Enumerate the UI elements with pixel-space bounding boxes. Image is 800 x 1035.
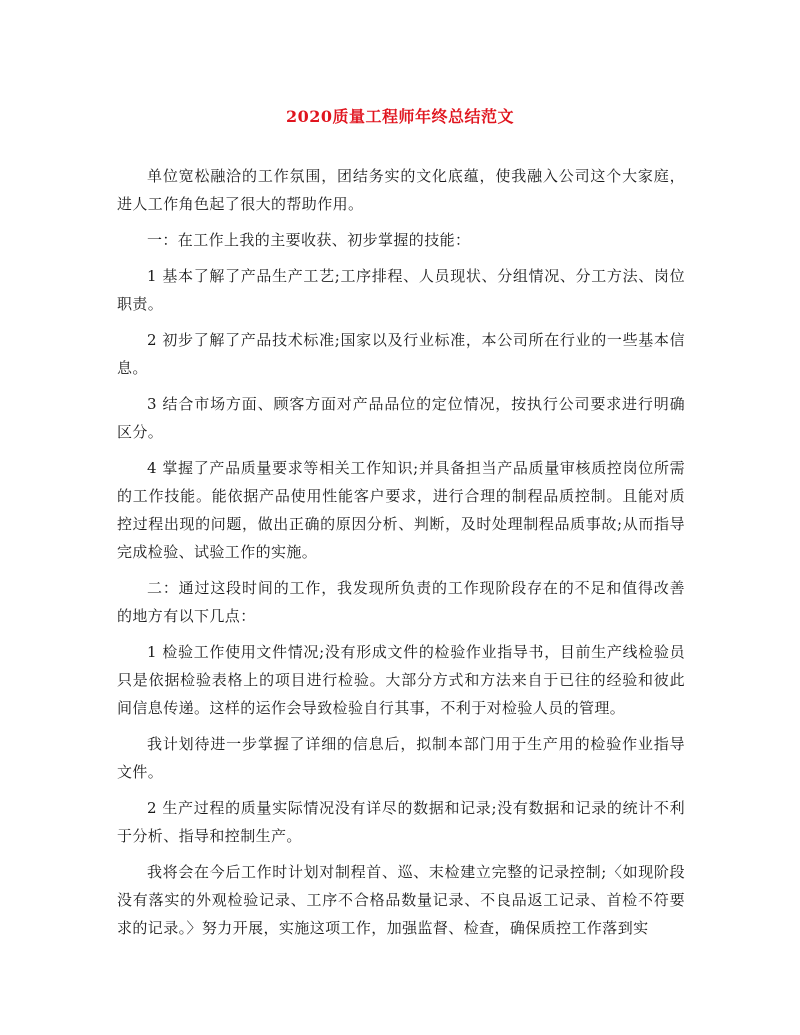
paragraph-3: 1 基本了解了产品生产工艺;工序排程、人员现状、分组情况、分工方法、岗位职责。 xyxy=(117,267,685,313)
paragraph-6: 4 掌握了产品质量要求等相关工作知识;并具备担当产品质量审核质控岗位所需的工作技能。能依据产品使用性能客户要求，进行合理的制程品质控制。且能对质控过程出现的问题，做出正确的原因分析、判断，及时处理制程品质事故;从而指导完成检验、试验工作的实施。 xyxy=(117,459,685,561)
paragraph-2: 一：在工作上我的主要收获、初步掌握的技能： xyxy=(147,231,471,249)
paragraph-10: 2 生产过程的质量实际情况没有详尽的数据和记录;没有数据和记录的统计不利于分析、指导和控制生产。 xyxy=(117,799,685,845)
document-title: 2020质量工程师年终总结范文 xyxy=(285,107,515,126)
document-body xyxy=(117,162,685,950)
paragraph-7: 二：通过这段时间的工作，我发现所负责的工作现阶段存在的不足和值得改善的地方有以下几点： xyxy=(117,579,685,625)
paragraph-11: 我将会在今后工作时计划对制程首、巡、末检建立完整的记录控制;〈如现阶段没有落实的外观检验记录、工序不合格品数量记录、不良品返工记录、首检不符要求的记录。〉努力开展，实施这项工作，加强监督、检查，确保质控工作落到实 xyxy=(117,863,685,937)
paragraph-8: 1 检验工作使用文件情况;没有形成文件的检验作业指导书，目前生产线检验员只是依据检验表格上的项目进行检验。大部分方式和方法来自于已往的经验和彼此间信息传递。这样的运作会导致检验自行其事，不利于对检验人员的管理。 xyxy=(117,643,685,717)
paragraph-5: 3 结合市场方面、顾客方面对产品品位的定位情况，按执行公司要求进行明确区分。 xyxy=(117,395,685,441)
paragraph-9: 我计划待进一步掌握了详细的信息后，拟制本部门用于生产用的检验作业指导文件。 xyxy=(117,735,685,781)
paragraph-1: 单位宽松融洽的工作氛围，团结务实的文化底蕴，使我融入公司这个大家庭，进人工作角色起了很大的帮助作用。 xyxy=(117,167,685,213)
paragraph-4: 2 初步了解了产品技术标准;国家以及行业标准，本公司所在行业的一些基本信息。 xyxy=(117,331,685,377)
